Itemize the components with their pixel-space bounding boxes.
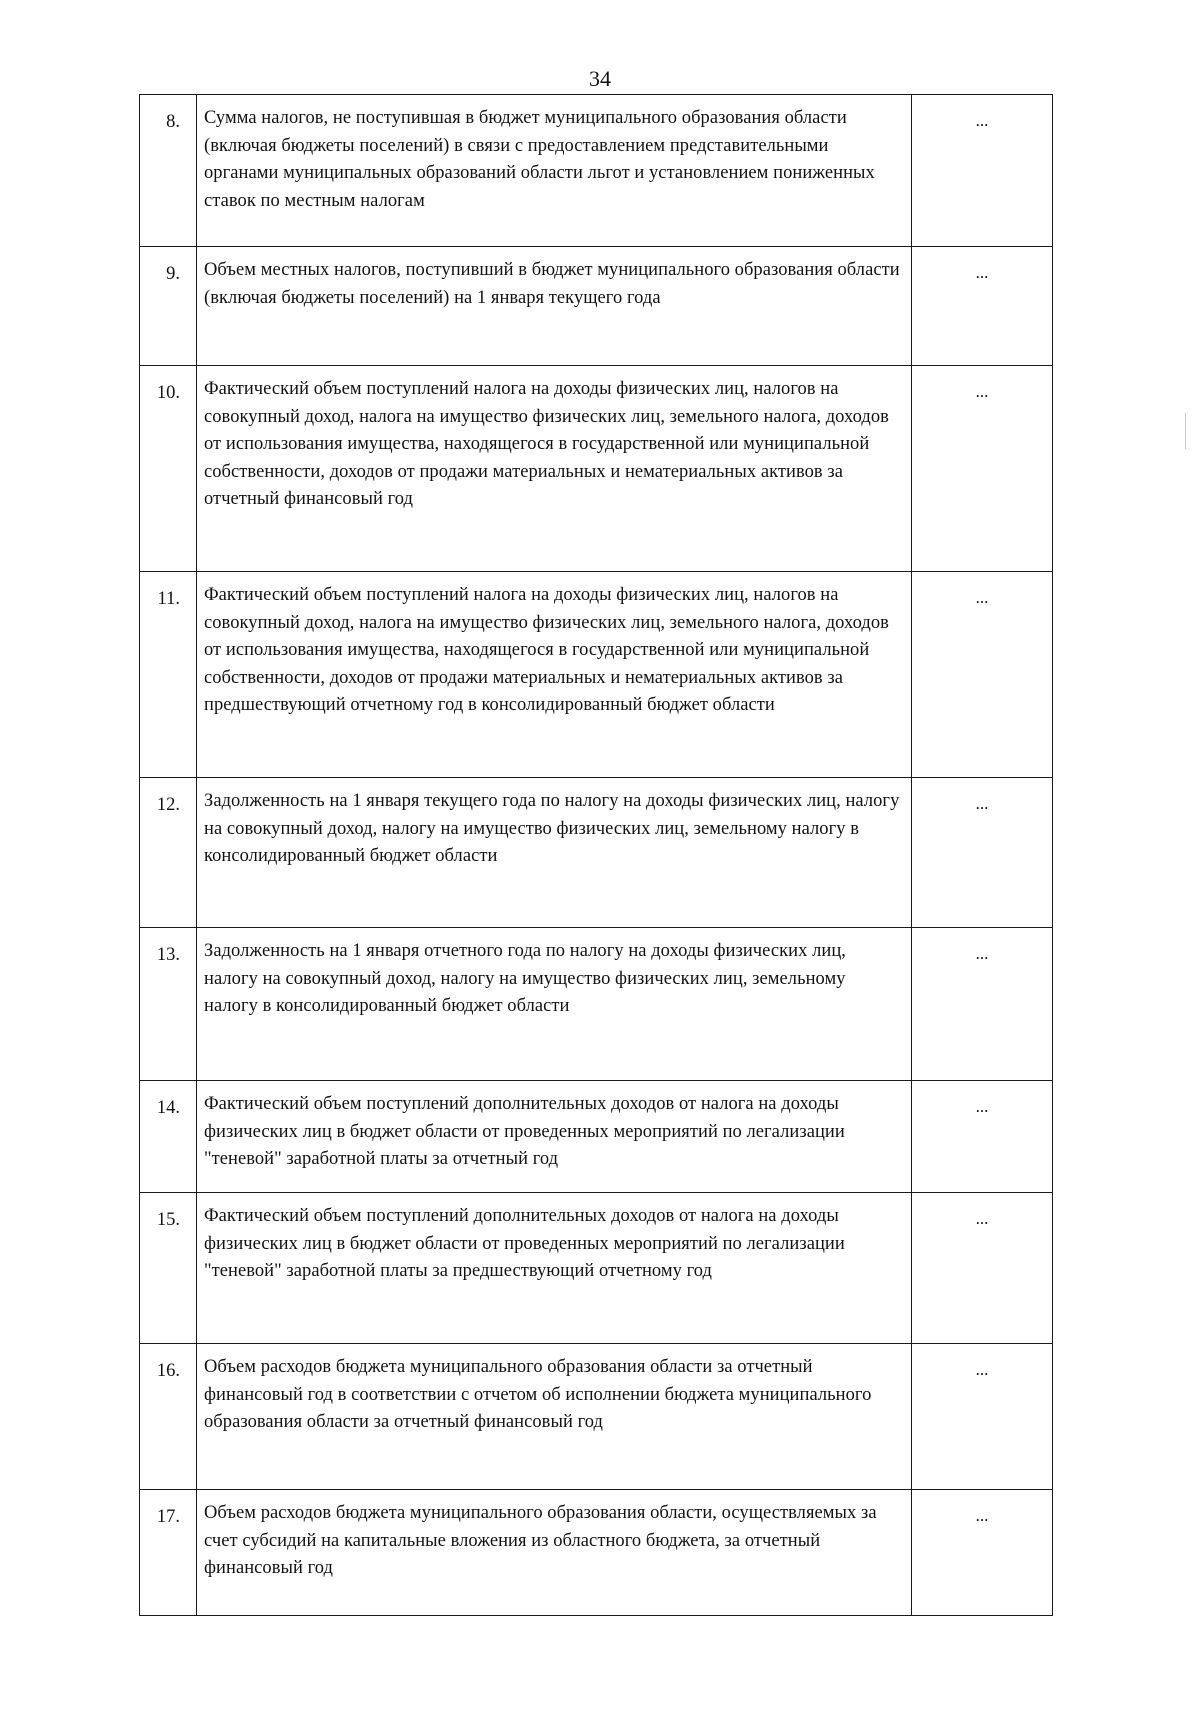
table-row	[140, 1490, 1053, 1616]
row-text: Объем местных налогов, поступивший в бюджет муниципального образования области (включая бюджеты поселений) на 1 января текущего года	[197, 247, 912, 366]
row-number: 12.	[140, 778, 197, 928]
row-value: ...	[912, 366, 1053, 572]
table-row	[140, 1344, 1053, 1490]
table-row	[140, 778, 1053, 928]
row-number: 15.	[140, 1193, 197, 1344]
row-value: ...	[912, 572, 1053, 778]
scan-artifact	[1185, 413, 1186, 449]
row-value: ...	[912, 778, 1053, 928]
row-value: ...	[912, 1344, 1053, 1490]
table-row	[140, 1081, 1053, 1193]
row-text: Объем расходов бюджета муниципального образования области за отчетный финансовый год в соответствии с отчетом об исполнении бюджета муниципального образования области за отчетный финансовый год	[197, 1344, 912, 1490]
row-text: Фактический объем поступлений дополнительных доходов от налога на доходы физических лиц в бюджет области от проведенных мероприятий по легализации "теневой" заработной платы за предшествующий отчетному год	[197, 1193, 912, 1344]
row-number: 8.	[140, 95, 197, 247]
row-text: Фактический объем поступлений налога на доходы физических лиц, налогов на совокупный доход, налога на имущество физических лиц, земельного налога, доходов от использования имущества, находящегося в государственной или муниципальной собственности, доходов от продажи материальных и нематериальных активов за отчетный финансовый год	[197, 366, 912, 572]
row-value: ...	[912, 247, 1053, 366]
row-text: Объем расходов бюджета муниципального образования области, осуществляемых за счет субсидий на капитальные вложения из областного бюджета, за отчетный финансовый год	[197, 1490, 912, 1616]
row-text: Сумма налогов, не поступившая в бюджет муниципального образования области (включая бюджеты поселений) в связи с предоставлением представительными органами муниципальных образований области льгот и установлением пониженных ставок по местным налогам	[197, 95, 912, 247]
indicators-table	[139, 94, 1053, 1616]
table-row	[140, 247, 1053, 366]
table-row	[140, 1193, 1053, 1344]
table-row	[140, 95, 1053, 247]
row-number: 10.	[140, 366, 197, 572]
row-text: Задолженность на 1 января отчетного года по налогу на доходы физических лиц, налогу на совокупный доход, налогу на имущество физических лиц, земельному налогу в консолидированный бюджет области	[197, 928, 912, 1081]
row-number: 16.	[140, 1344, 197, 1490]
row-text: Фактический объем поступлений налога на доходы физических лиц, налогов на совокупный доход, налога на имущество физических лиц, земельного налога, доходов от использования имущества, находящегося в государственной или муниципальной собственности, доходов от продажи материальных и нематериальных активов за предшествующий отчетному год в консолидированный бюджет области	[197, 572, 912, 778]
row-number: 13.	[140, 928, 197, 1081]
row-text: Задолженность на 1 января текущего года по налогу на доходы физических лиц, налогу на совокупный доход, налогу на имущество физических лиц, земельному налогу в консолидированный бюджет области	[197, 778, 912, 928]
row-text: Фактический объем поступлений дополнительных доходов от налога на доходы физических лиц в бюджет области от проведенных мероприятий по легализации "теневой" заработной платы за отчетный год	[197, 1081, 912, 1193]
row-value: ...	[912, 1490, 1053, 1616]
table-row	[140, 366, 1053, 572]
table-row	[140, 928, 1053, 1081]
page-number: 34	[589, 66, 611, 91]
row-number: 9.	[140, 247, 197, 366]
table-row	[140, 572, 1053, 778]
row-number: 14.	[140, 1081, 197, 1193]
row-value: ...	[912, 1193, 1053, 1344]
row-number: 17.	[140, 1490, 197, 1616]
row-number: 11.	[140, 572, 197, 778]
row-value: ...	[912, 1081, 1053, 1193]
row-value: ...	[912, 928, 1053, 1081]
row-value: ...	[912, 95, 1053, 247]
